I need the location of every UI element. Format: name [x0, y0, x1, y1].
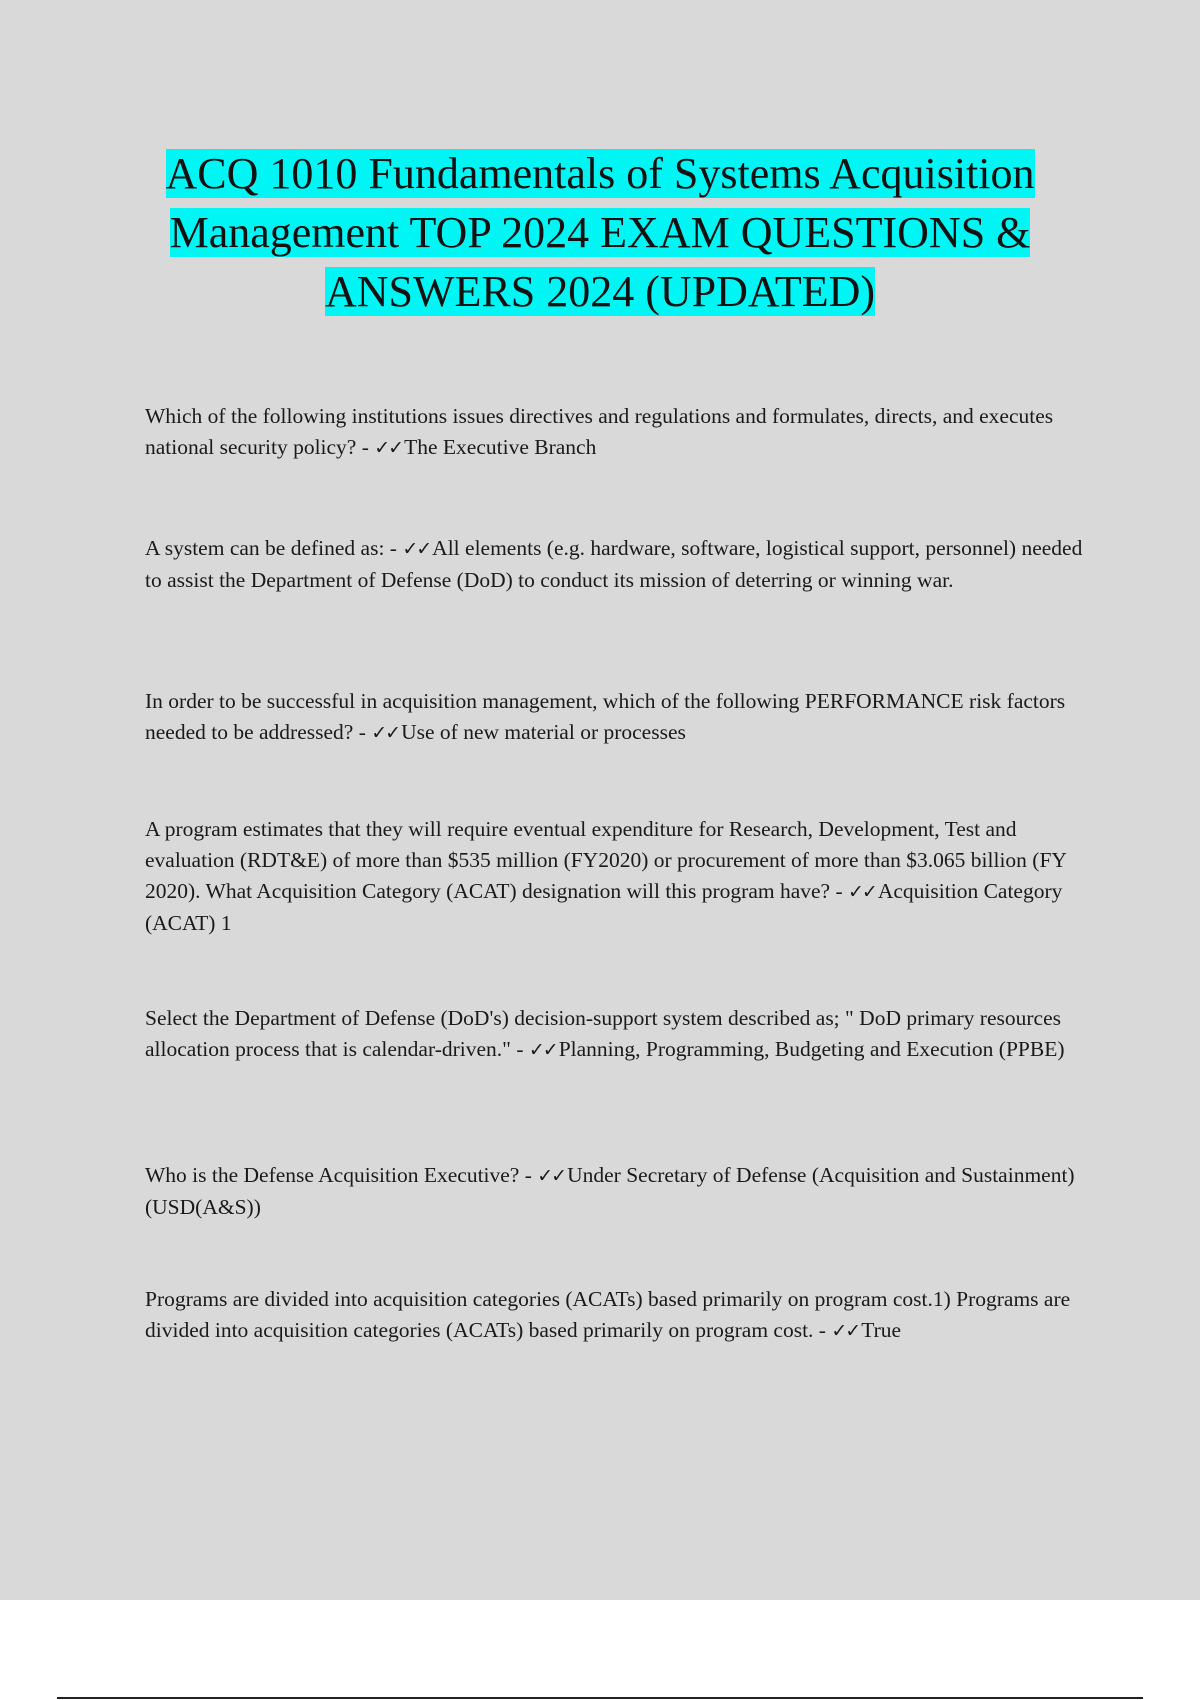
answer-text: Under Secretary of Defense (Acquisition and Sustainment)(USD(A&S)) — [145, 1163, 1075, 1219]
footer-divider — [57, 1697, 1143, 1699]
double-check-icon: ✓✓ — [371, 722, 400, 744]
double-check-icon: ✓✓ — [537, 1165, 566, 1187]
qa-item — [145, 814, 1095, 939]
question-text: A system can be defined as: - — [145, 536, 403, 560]
question-text: In order to be successful in acquisition management, which of the following PERFORMANCE risk factors needed to be addressed? - — [145, 689, 1066, 744]
qa-item — [145, 533, 1095, 596]
answer-text: All elements (e.g. hardware, software, logistical support, personnel) needed to assist the Department of Defense (DoD) to conduct its mission of deterring or winning war. — [145, 536, 1083, 592]
qa-item — [145, 1003, 1095, 1066]
double-check-icon: ✓✓ — [831, 1320, 860, 1342]
qa-item — [145, 401, 1095, 464]
question-text: Who is the Defense Acquisition Executive? - — [145, 1163, 538, 1187]
qa-item — [145, 1284, 1095, 1347]
answer-text: The Executive Branch — [404, 435, 597, 459]
qa-item — [145, 1160, 1095, 1223]
double-check-icon: ✓✓ — [374, 437, 403, 459]
answer-text: True — [861, 1318, 902, 1342]
question-text: A program estimates that they will require eventual expenditure for Research, Development, Test and evaluation (RDT&E) of more than $535 million (FY2020) or procurement of more than $3.065 billion (FY 2020). What Acquisition Category (ACAT) designation will this program have? - — [145, 817, 1067, 903]
document-title — [100, 144, 1100, 321]
answer-text: Planning, Programming, Budgeting and Execution (PPBE) — [558, 1037, 1065, 1061]
answer-text: Use of new material or processes — [401, 720, 686, 744]
document-title-highlight: ACQ 1010 Fundamentals of Systems Acquisition Management TOP 2024 EXAM QUESTIONS & ANSWERS 2024 (UPDATED) — [165, 149, 1035, 316]
qa-item — [145, 686, 1095, 749]
double-check-icon: ✓✓ — [528, 1039, 557, 1061]
question-text: Which of the following institutions issues directives and regulations and formulates, directs, and executes national security policy? - — [145, 404, 1054, 459]
question-text: Programs are divided into acquisition categories (ACATs) based primarily on program cost.1) Programs are divided into acquisition categories (ACATs) based primarily on program cost. - — [145, 1287, 1071, 1342]
double-check-icon: ✓✓ — [402, 538, 431, 560]
question-text: Select the Department of Defense (DoD's) decision-support system described as; " DoD primary resources allocation process that is calendar-driven." - — [145, 1006, 1061, 1061]
answer-text: Acquisition Category (ACAT) 1 — [145, 879, 1063, 935]
double-check-icon: ✓✓ — [848, 881, 876, 903]
